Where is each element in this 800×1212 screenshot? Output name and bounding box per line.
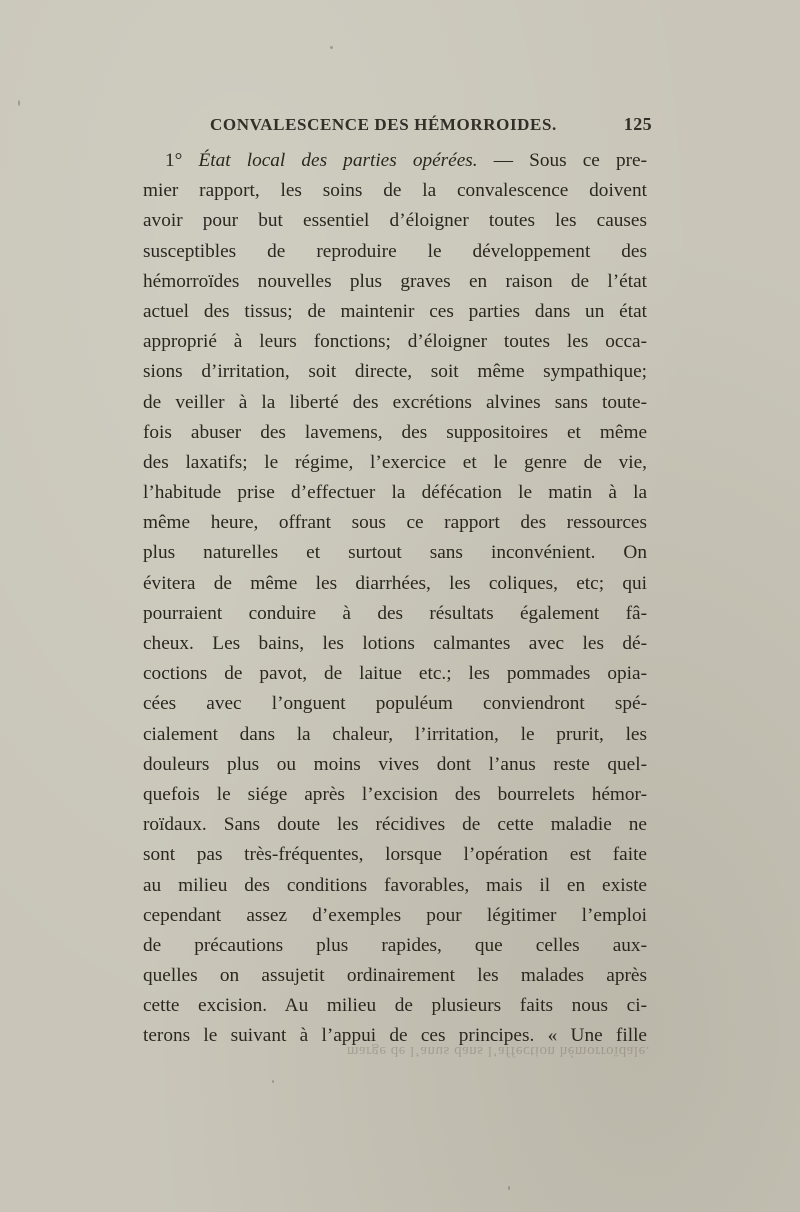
section-heading: État local des parties opérées.	[198, 150, 478, 171]
text-line: coctions de pavot, de laitue etc.; les pommades opia-	[143, 663, 647, 685]
text-line: cheux. Les bains, les lotions calmantes avec les dé-	[143, 633, 647, 654]
text-line: sions d’irritation, soit directe, soit même sympathique;	[143, 361, 647, 383]
paper-speck	[508, 1186, 510, 1190]
text-line: même heure, offrant sous ce rapport des ressources	[143, 512, 647, 534]
text-line: de précautions plus rapides, que celles aux-	[143, 934, 647, 956]
text-line: susceptibles de reproduire le développement des	[143, 240, 647, 262]
text-line: de veiller à la liberté des excrétions alvines sans toute-	[143, 391, 647, 413]
text-line: cialement dans la chaleur, l’irritation, le prurit, les	[143, 723, 647, 745]
running-head	[210, 114, 652, 142]
section-heading-rest: — Sous ce pre-	[477, 150, 648, 171]
text-line: pourraient conduire à des résultats également fâ-	[143, 602, 647, 624]
text-line: terons le suivant à l’appui de ces principes. « Une fille	[143, 1025, 647, 1047]
text-line: roïdaux. Sans doute les récidives de cette maladie ne	[143, 814, 647, 836]
text-line: des laxatifs; le régime, l’exercice et le genre de vie,	[143, 451, 647, 473]
text-line: cette excision. Au milieu de plusieurs faits nous ci-	[143, 995, 647, 1017]
text-line: plus naturelles et surtout sans inconvénient. On	[143, 542, 647, 564]
text-line-1	[143, 146, 647, 176]
running-head-title: CONVALESCENCE DES HÉMORROIDES.	[210, 115, 557, 134]
text-line: l’habitude prise d’effectuer la défécation le matin à la	[143, 482, 647, 504]
text-line: actuel des tissus; de maintenir ces parties dans un état	[143, 300, 647, 322]
text-line: mier rapport, les soins de la convalescence doivent	[143, 180, 647, 202]
text-line: fois abuser des lavemens, des suppositoires et même	[143, 421, 647, 443]
text-line: quefois le siége après l’excision des bourrelets hémor-	[143, 783, 647, 805]
show-through-text: marge de l’anus dans l’affection hémorroïdale.	[346, 1043, 650, 1059]
text-line: cées avec l’onguent populéum conviendront spé-	[143, 693, 647, 715]
text-line: sont pas très-fréquentes, lorsque l’opération est faite	[143, 844, 647, 866]
paper-speck	[330, 46, 333, 49]
text-line: approprié à leurs fonctions; d’éloigner toutes les occa-	[143, 331, 647, 353]
page-number: 125	[623, 114, 652, 134]
text-line: cependant assez d’exemples pour légitimer l’emploi	[143, 904, 647, 926]
text-line: hémorroïdes nouvelles plus graves en raison de l’état	[143, 270, 647, 292]
paper-speck	[18, 100, 20, 106]
text-line: douleurs plus ou moins vives dont l’anus reste quel-	[143, 753, 647, 775]
text-line: au milieu des conditions favorables, mais il en existe	[143, 874, 647, 896]
text-line: quelles on assujetit ordinairement les malades après	[143, 965, 647, 987]
paper-speck	[272, 1080, 274, 1083]
text-line: avoir pour but essentiel d’éloigner toutes les causes	[143, 210, 647, 232]
body-text	[143, 146, 647, 1052]
section-number: 1°	[165, 150, 199, 171]
text-line: évitera de même les diarrhées, les coliques, etc; qui	[143, 572, 647, 594]
